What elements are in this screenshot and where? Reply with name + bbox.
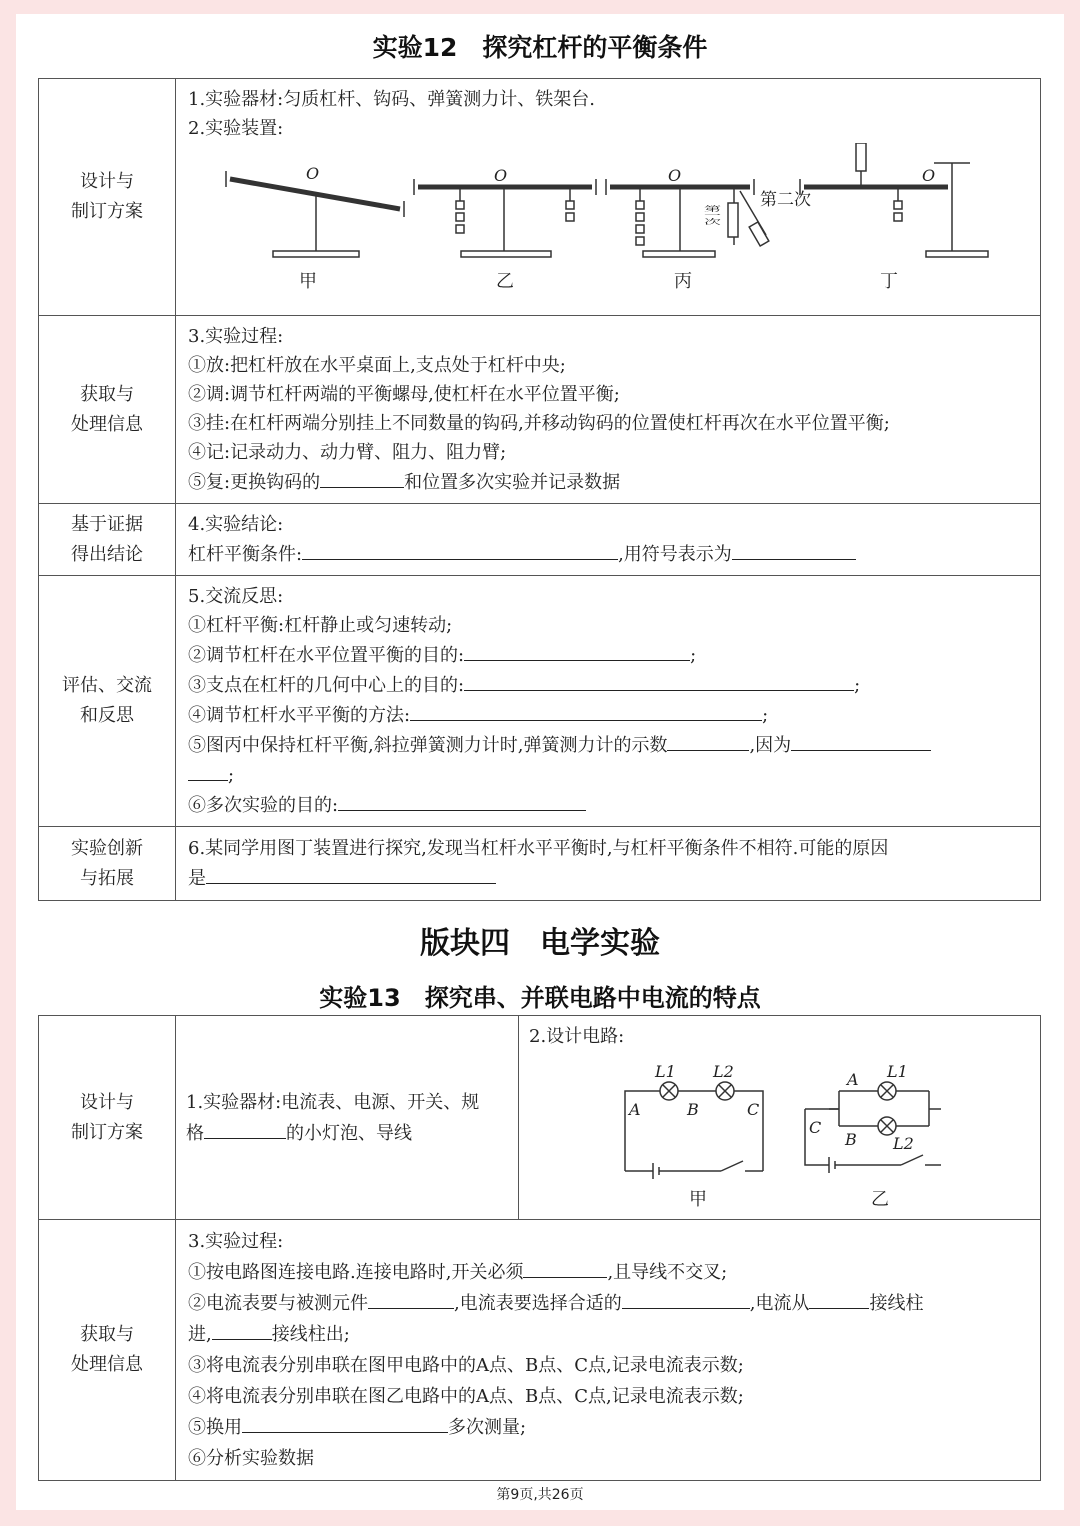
exp12-title: 实验12 探究杠杆的平衡条件 <box>372 33 708 62</box>
fig-label-yi: 乙 <box>496 271 514 292</box>
conclusion-line: 4.实验结论: <box>188 514 284 535</box>
text: ,电流表要选择合适的 <box>454 1293 622 1314</box>
fig-label-ding: 丁 <box>880 271 898 292</box>
answer-blank[interactable] <box>242 1412 448 1433</box>
row-label-process13 <box>39 1220 176 1481</box>
text: ①按电路图连接电路.连接电路时,开关必须 <box>188 1262 524 1283</box>
process-line: ③挂:在杠杆两端分别挂上不同数量的钩码,并移动钩码的位置使杠杆再次在水平位置平衡; <box>188 413 890 434</box>
answer-blank[interactable] <box>302 539 618 560</box>
point-c-label: C <box>809 1118 822 1137</box>
label-line: 设计与 <box>80 171 134 192</box>
lamp-l2-label: L2 <box>893 1134 914 1153</box>
label-line: 制订方案 <box>71 1121 143 1143</box>
text: ,因为 <box>749 735 792 756</box>
answer-blank[interactable] <box>523 1257 607 1278</box>
extend-line: 6.某同学用图丁装置进行探究,发现当杠杆水平平衡时,与杠杆平衡条件不相符.可能的原因 <box>188 838 889 859</box>
materials13-line: 1.实验器材:电流表、电源、开关、规 <box>186 1091 480 1113</box>
label-line: 获取与 <box>80 1324 134 1345</box>
reflect-line <box>188 730 1030 760</box>
point-a-label: A <box>847 1070 859 1089</box>
label-line: 处理信息 <box>71 413 143 435</box>
process13-line: ③将电流表分别串联在图甲电路中的A点、B点、C点,记录电流表示数; <box>188 1355 744 1376</box>
answer-blank[interactable] <box>212 1319 272 1340</box>
reflect-line <box>188 640 1030 670</box>
row-label-reflect <box>39 576 176 827</box>
answer-blank[interactable] <box>464 670 854 691</box>
materials13-line <box>186 1118 508 1149</box>
lever-figures <box>188 143 1030 293</box>
label-line: 与拓展 <box>80 867 134 889</box>
process13-line <box>188 1288 1030 1319</box>
text: ④调节杠杆水平平衡的方法: <box>188 705 411 726</box>
label-line: 评估、交流 <box>62 675 152 696</box>
extend-content <box>176 827 1041 901</box>
answer-blank[interactable] <box>791 730 931 751</box>
text: 多次测量; <box>448 1417 527 1438</box>
point-a-label: A <box>629 1100 641 1119</box>
exp13-title: 实验13 探究串、并联电路中电流的特点 <box>319 984 761 1012</box>
row-label-process <box>39 316 176 504</box>
process13-line <box>188 1412 1030 1443</box>
answer-blank[interactable] <box>206 863 496 884</box>
label-line: 实验创新 <box>71 837 143 859</box>
row-label-design <box>39 79 176 316</box>
page-footer: 第9页,共26页 <box>496 1487 584 1503</box>
process13-line: ⑥分析实验数据 <box>188 1448 314 1469</box>
text: ; <box>854 675 861 696</box>
text: ⑥多次实验的目的: <box>188 795 339 816</box>
circuit-diagram <box>529 1051 1029 1211</box>
answer-blank[interactable] <box>338 790 586 811</box>
label-line: 基于证据 <box>71 513 143 535</box>
lever-tilted <box>230 179 400 209</box>
circuit-content <box>519 1016 1041 1220</box>
fig-label-bing: 丙 <box>674 271 692 292</box>
first-time-label: 第一次 <box>700 205 720 256</box>
process-line <box>188 467 1030 497</box>
text: 格 <box>186 1122 204 1144</box>
process13-line <box>188 1319 1030 1350</box>
text: ,电流从 <box>749 1293 810 1314</box>
row-label-conclusion <box>39 504 176 576</box>
circuit-figures <box>529 1051 1030 1211</box>
reflect-line <box>188 790 1030 820</box>
section-title: 版块四 电学实验 <box>420 926 660 961</box>
pivot-label: O <box>494 166 508 185</box>
lamp-l2-label: L2 <box>713 1062 734 1081</box>
text: 是 <box>188 868 206 889</box>
apparatus-line: 2.实验装置: <box>188 118 284 139</box>
answer-blank[interactable] <box>410 700 762 721</box>
label-line: 处理信息 <box>71 1354 143 1375</box>
label-line: 制订方案 <box>71 201 143 222</box>
pivot-label: O <box>922 166 936 185</box>
label-line: 设计与 <box>80 1091 134 1113</box>
reflect-line: ①杠杆平衡:杠杆静止或匀速转动; <box>188 615 453 636</box>
exp13-table <box>38 1015 1041 1481</box>
answer-blank[interactable] <box>320 467 404 488</box>
reflect-line <box>188 760 1030 790</box>
text: 进, <box>188 1324 212 1345</box>
materials-line: 1.实验器材:匀质杠杆、钩码、弹簧测力计、铁架台. <box>188 89 595 110</box>
text: 和位置多次实验并记录数据 <box>404 472 621 493</box>
process13-content <box>176 1220 1041 1481</box>
process13-line: 3.实验过程: <box>188 1231 284 1252</box>
process-content <box>176 316 1041 504</box>
point-b-label: B <box>687 1100 699 1119</box>
point-b-label: B <box>845 1130 857 1149</box>
text: ⑤复:更换钩码的 <box>188 472 321 493</box>
text: 接线柱 <box>869 1293 924 1314</box>
conclusion-content <box>176 504 1041 576</box>
pivot-label: O <box>668 166 682 185</box>
text: ; <box>690 645 697 666</box>
materials13-content <box>176 1016 519 1220</box>
text: ,用符号表示为 <box>618 544 732 565</box>
fig-label-jia13: 甲 <box>689 1189 707 1210</box>
extend-line <box>188 863 1030 893</box>
process-line: ④记:记录动力、动力臂、阻力、阻力臂; <box>188 442 507 463</box>
text: ②调节杠杆在水平位置平衡的目的: <box>188 645 465 666</box>
exp12-table <box>38 78 1041 901</box>
lamp-l1-label: L1 <box>887 1062 908 1081</box>
process-line: ①放:把杠杆放在水平桌面上,支点处于杠杆中央; <box>188 355 566 376</box>
circuit-title: 2.设计电路: <box>529 1026 625 1047</box>
process13-line: ④将电流表分别串联在图乙电路中的A点、B点、C点,记录电流表示数; <box>188 1386 744 1407</box>
answer-blank[interactable] <box>368 1288 454 1309</box>
row-label-extend <box>39 827 176 901</box>
design-content <box>176 79 1041 316</box>
answer-blank[interactable] <box>464 640 690 661</box>
reflect-line <box>188 670 1030 700</box>
fig-label-yi13: 乙 <box>871 1189 889 1210</box>
answer-blank[interactable] <box>809 1288 869 1309</box>
label-line: 得出结论 <box>71 543 143 565</box>
text: 接线柱出; <box>271 1324 350 1345</box>
text: ③支点在杠杆的几何中心上的目的: <box>188 675 465 696</box>
fig-label-jia: 甲 <box>299 271 317 292</box>
text: 杠杆平衡条件: <box>188 544 303 565</box>
second-time-label: 第二次 <box>760 190 811 210</box>
reflect-line: 5.交流反思: <box>188 586 284 607</box>
lamp-l1-label: L1 <box>655 1062 676 1081</box>
answer-blank[interactable] <box>188 760 228 781</box>
conclusion-line <box>188 539 1030 569</box>
process-line: ②调:调节杠杆两端的平衡螺母,使杠杆在水平位置平衡; <box>188 384 620 405</box>
text: ,且导线不交叉; <box>607 1262 728 1283</box>
text: ⑤图丙中保持杠杆平衡,斜拉弹簧测力计时,弹簧测力计的示数 <box>188 735 668 756</box>
row-label-design13 <box>39 1016 176 1220</box>
point-c-label: C <box>747 1100 760 1119</box>
text: ; <box>228 765 235 786</box>
reflect-content <box>176 576 1041 827</box>
process13-line <box>188 1257 1030 1288</box>
text: 的小灯泡、导线 <box>286 1122 412 1144</box>
process-line: 3.实验过程: <box>188 326 284 347</box>
answer-blank[interactable] <box>732 539 856 560</box>
answer-blank[interactable] <box>622 1288 750 1309</box>
reflect-line <box>188 700 1030 730</box>
pivot-label: O <box>306 164 320 183</box>
answer-blank[interactable] <box>667 730 749 751</box>
answer-blank[interactable] <box>204 1118 286 1139</box>
text: ⑤换用 <box>188 1417 242 1438</box>
label-line: 和反思 <box>80 705 134 726</box>
label-line: 获取与 <box>80 383 134 405</box>
text: ②电流表要与被测元件 <box>188 1293 368 1314</box>
text: ; <box>762 705 769 726</box>
